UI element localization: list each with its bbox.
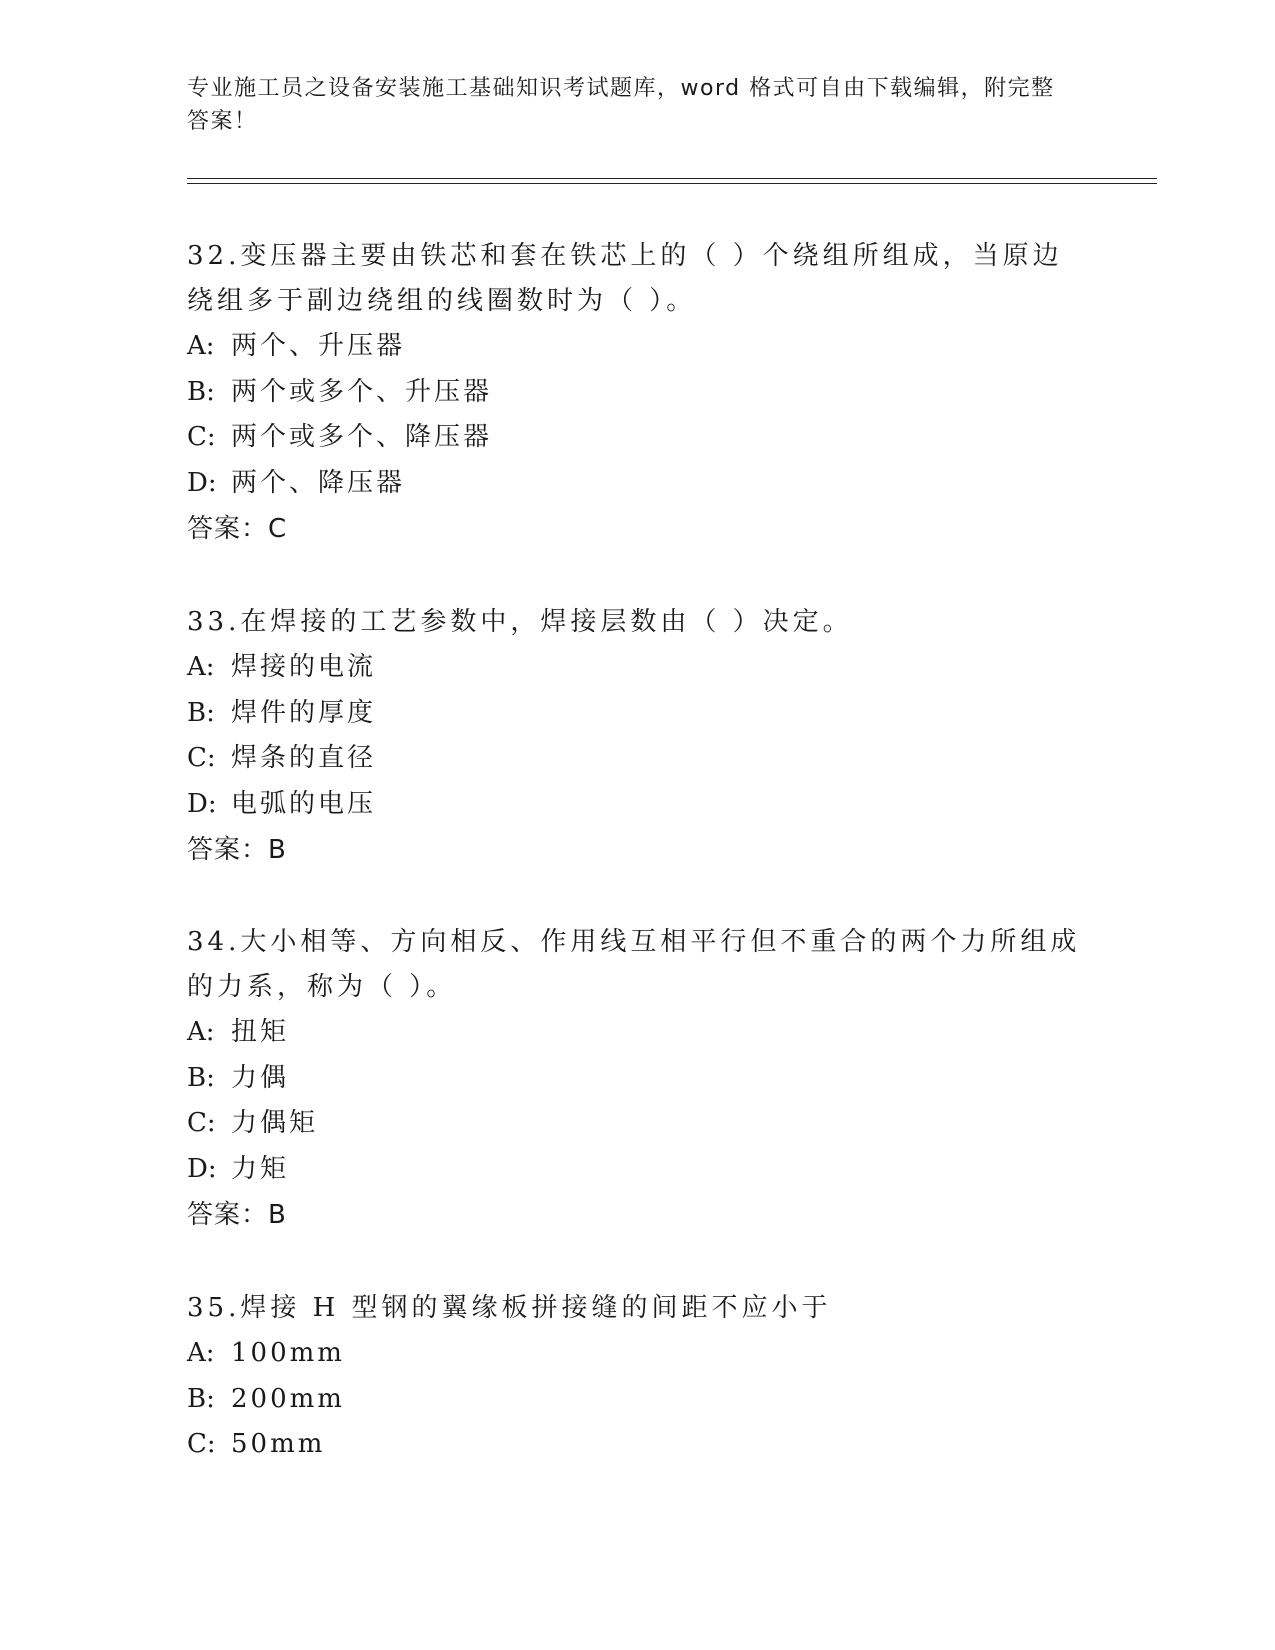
option-letter: A: [187,1338,215,1368]
option-text: 两个、升压器 [231,331,406,361]
option-a [187,324,1087,370]
option-b [187,1056,1087,1102]
option-letter: B: [187,697,215,728]
option-text: 力偶矩 [231,1108,319,1138]
option-c [187,736,1087,782]
option-letter: A: [187,652,215,682]
option-letter: D: [187,467,217,498]
answer: 答案：B [187,1200,287,1230]
option-text: 焊接的电流 [231,652,377,682]
option-text: 扭矩 [231,1017,290,1047]
option-letter: C: [187,1108,216,1138]
option-letter: B: [187,1383,215,1414]
question-35 [187,1286,1087,1468]
question-33 [187,600,1087,873]
question-stem: 32.变压器主要由铁芯和套在铁芯上的（ ）个绕组所组成，当原边绕组多于副边绕组的线圈数时为（ ）。 [187,241,1063,316]
document-header: 专业施工员之设备安装施工基础知识考试题库，word 格式可自由下载编辑，附完整答案！ [187,76,1055,134]
option-text: 100mm [231,1338,345,1368]
option-letter: C: [187,1429,216,1459]
question-34 [187,920,1087,1238]
option-text: 力矩 [231,1153,290,1184]
option-d [187,782,1087,828]
option-text: 焊件的厚度 [231,697,377,728]
option-text: 两个或多个、升压器 [231,376,493,407]
answer: 答案：C [187,514,288,544]
option-b [187,691,1087,737]
option-text: 两个、降压器 [231,467,406,498]
option-a [187,1010,1087,1056]
option-letter: D: [187,788,217,819]
option-text: 电弧的电压 [231,788,377,819]
option-letter: A: [187,331,215,361]
option-a [187,1331,1087,1377]
answer: 答案：B [187,835,287,865]
option-letter: A: [187,1017,215,1047]
header-divider-top [187,178,1157,179]
option-b [187,370,1087,416]
option-letter: C: [187,743,216,773]
option-b [187,1377,1087,1423]
option-a [187,645,1087,691]
option-letter: B: [187,1062,215,1093]
question-stem: 34.大小相等、方向相反、作用线互相平行但不重合的两个力所组成的力系，称为（ ）。 [187,927,1081,1002]
option-d [187,461,1087,507]
option-c [187,1101,1087,1147]
option-letter: C: [187,422,216,452]
question-stem: 35.焊接 H 型钢的翼缘板拼接缝的间距不应小于 [187,1293,832,1323]
option-letter: D: [187,1153,217,1184]
option-text: 50mm [231,1429,326,1459]
option-d [187,1147,1087,1193]
header-divider-bottom [187,183,1157,184]
option-text: 力偶 [231,1062,290,1093]
option-text: 两个或多个、降压器 [231,422,493,452]
question-32 [187,234,1087,552]
option-text: 200mm [231,1383,345,1414]
question-stem: 33.在焊接的工艺参数中，焊接层数由（ ）决定。 [187,607,853,637]
option-text: 焊条的直径 [231,743,377,773]
option-c [187,415,1087,461]
option-c [187,1422,1087,1468]
option-letter: B: [187,376,215,407]
